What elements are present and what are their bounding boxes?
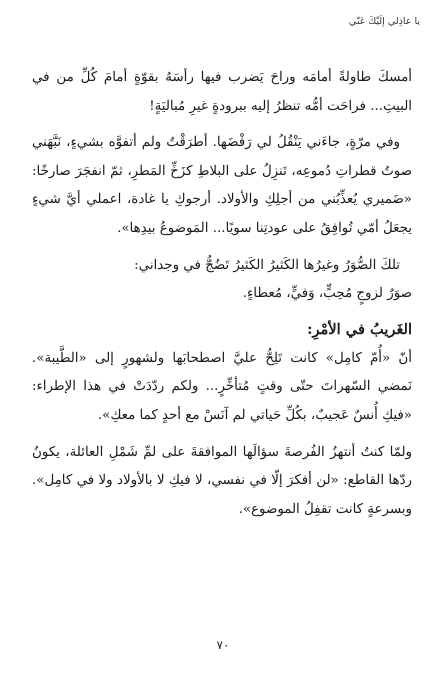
paragraph-2: وفي مرّةٍ، جاءَني يَنْقُلُ لي رَفْضَها. أطرَقْتُ ولم أتفوَّه بشيءٍ، نَبَّهَني صوتُ قطراتِ دُموعِه، تَنزِلُ على البلاطِ كزَخِّ المَطرِ، ثمّ انفجَرَ صارخًا: «ضَميري يُعذِّبُني من أجلِكِ والأولاد. أرجوكِ يا غادة، اعملي أيَّ شيءٍ يجعَلُ أمّي تُوافِقُ على عودتِنا سويًا... المَوضوعُ بيدِها». (32, 135, 412, 236)
paragraph-3: تلكَ الصُّوَرُ وغيرُها الكَثيرُ الكَثيرُ تَضُجُّ في وجداني: (134, 257, 400, 273)
section-subheading: الغَريبُ في الأمْرِ: (307, 320, 412, 338)
page-number: ٧٠ (216, 638, 230, 652)
paragraph-5: أنّ «أُمّ كامِل» كانت تَلِحُّ عليَّ اصطحابَها ولشهورٍ إلى «الطَّيبة». نَمضي السّهراتَ حتّى وقتٍ مُتأخِّرٍ... ولكم ردّدَتْ في هذا الإطراء: «فيكِ أُنسٌ عَجيبٌ، بكُلِّ حَياتي لم آنَسْ مع أحدٍ كما معكِ». (32, 350, 412, 423)
body-text (32, 64, 412, 524)
paragraph-1: أمسكَ طاولةً أمامَه وراحَ يَضرب فيها رأسَهُ بقوّةٍ أمامَ كُلِّ من في البيتِ... فراحَت أمُّه تنظرُ إليه ببرودةٍ غيرِ مُباليَةٍ! (32, 70, 412, 114)
paragraph-6: ولمّا كنتُ أنتهزُ الفُرصةَ سؤالَها الموافقةَ على لمِّ شَمْلِ العائلة، يكونُ ردّها القاطع: «لن أفكرَ إلّا في نفسي، لا فيكِ لا بالأولاد ولا في كامِل». وبسرعةٍ كانت تقفِلُ الموضوع». (32, 444, 412, 517)
running-header: يا عاذِلي إلَيْكَ عَنّي (348, 16, 420, 27)
paragraph-4: صوَرٌ لزوجٍ مُحِبٍّ، وَفيٍّ، مُعطاءٍ. (242, 286, 412, 302)
